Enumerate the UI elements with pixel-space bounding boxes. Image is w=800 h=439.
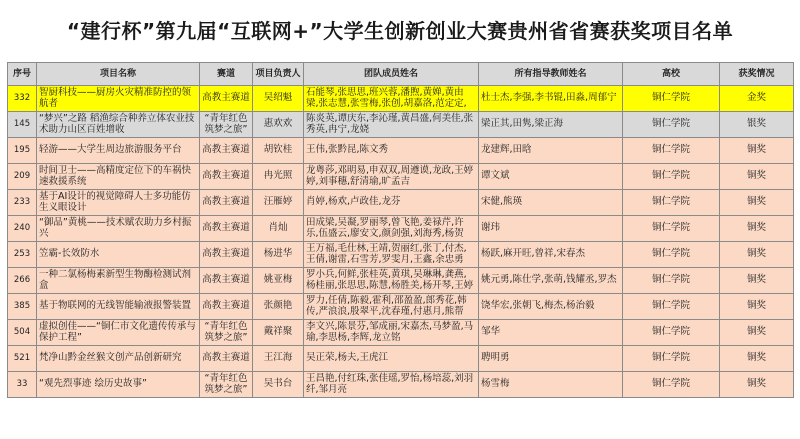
cell-members: 吴正荣,杨夫,王虎江 [304,346,479,372]
cell-school: 铜仁学院 [623,86,720,112]
header-leader: 项目负责人 [253,63,304,86]
cell-school: 铜仁学院 [623,190,720,216]
award-table [7,62,794,398]
header-no: 序号 [8,63,37,86]
cell-project-name: “御品”黄桃——技术赋农助力乡村振兴 [37,216,200,242]
cell-leader: 肖灿 [253,216,304,242]
table-row [8,242,794,268]
cell-teachers: 杜士杰,李强,李书锟,田淼,周郁宁 [479,86,623,112]
cell-project-name: 一种二氯杨梅素新型生物酶检测试剂盒 [37,268,200,294]
table-row [8,268,794,294]
cell-project-name: “观先烈事迹 绘历史故事” [37,372,200,398]
table-row [8,138,794,164]
cell-track: 高教主赛道 [200,190,253,216]
cell-no: 521 [8,346,37,372]
cell-award: 铜奖 [720,242,794,268]
cell-award: 铜奖 [720,294,794,320]
cell-members: 陈炎英,谭庆东,李沁瑾,黄昌盛,何美佳,张秀英,冉宁,龙娆 [304,112,479,138]
cell-leader: 胡钦桂 [253,138,304,164]
cell-award: 铜奖 [720,346,794,372]
cell-members: 王昌艳,付红珠,张佳瑶,罗怡,杨培蕊,刘羽纤,邹月亮 [304,372,479,398]
cell-school: 铜仁学院 [623,294,720,320]
cell-award: 铜奖 [720,268,794,294]
cell-school: 铜仁学院 [623,268,720,294]
cell-track: 高教主赛道 [200,216,253,242]
cell-award: 铜奖 [720,190,794,216]
cell-no: 195 [8,138,37,164]
cell-teachers: 杨雪梅 [479,372,623,398]
table-row [8,372,794,398]
cell-school: 铜仁学院 [623,346,720,372]
cell-award: 银奖 [720,112,794,138]
cell-project-name: 基于AI设计的视觉障碍人士多功能仿生义眼设计 [37,190,200,216]
cell-track: 高教主赛道 [200,164,253,190]
cell-project-name: 智厨科技——厨房火灾精准防控的领航者 [37,86,200,112]
table-header [8,63,794,86]
cell-project-name: 梵净山黔金丝猴文创产品创新研究 [37,346,200,372]
cell-school: 铜仁学院 [623,112,720,138]
cell-award: 铜奖 [720,320,794,346]
header-school: 高校 [623,63,720,86]
cell-leader: 冉光照 [253,164,304,190]
cell-project-name: 虚拟创佳——“铜仁市文化遗传传承与保护工程” [37,320,200,346]
cell-leader: 杨进华 [253,242,304,268]
cell-leader: 吴书台 [253,372,304,398]
cell-school: 铜仁学院 [623,138,720,164]
cell-teachers: 邹华 [479,320,623,346]
cell-teachers: 杨跃,麻开旺,曾祥,宋春杰 [479,242,623,268]
cell-award: 铜奖 [720,138,794,164]
cell-track: “青年红色筑梦之旅” [200,372,253,398]
cell-track: 高教主赛道 [200,242,253,268]
cell-members: 罗力,任倩,陈毅,霍利,邵盈盈,郎秀花,韩传,严浪浪,殷翠平,沈春瑾,付惠月,熊帮 [304,294,479,320]
cell-teachers: 龙建辉,田晗 [479,138,623,164]
cell-members: 王伟,张黔昆,陈文秀 [304,138,479,164]
cell-track: “青年红色筑梦之旅” [200,112,253,138]
cell-school: 铜仁学院 [623,320,720,346]
cell-no: 233 [8,190,37,216]
cell-members: 王万福,毛仕林,王靖,贺丽红,张丁,付杰,王倩,谢雷,石雪芳,罗雯月,王鑫,余忠勇 [304,242,479,268]
cell-school: 铜仁学院 [623,164,720,190]
cell-no: 209 [8,164,37,190]
cell-leader: 戴祥聚 [253,320,304,346]
cell-track: 高教主赛道 [200,346,253,372]
cell-members: 李文兴,陈景芬,邹成丽,宋嘉杰,马梦盈,马瑜,李思杨,李辉,龙立铭 [304,320,479,346]
cell-leader: 王江海 [253,346,304,372]
table-row [8,346,794,372]
cell-members: 罗小兵,何鲜,张桂英,黄琪,吴琳琳,龚燕,杨桂丽,张思思,陈慧,杨胜美,杨开琴,王婷 [304,268,479,294]
header-award: 获奖情况 [720,63,794,86]
table-row [8,190,794,216]
header-members: 团队成员姓名 [304,63,479,86]
table-row [8,320,794,346]
cell-project-name: 时间卫士——高精度定位下的车祸快速救援系统 [37,164,200,190]
cell-teachers: 宋健,熊瑛 [479,190,623,216]
header-track: 赛道 [200,63,253,86]
cell-project-name: “梦兴”之路 稻渔综合种养立体农业技术助力山区百姓增收 [37,112,200,138]
cell-leader: 惠欢欢 [253,112,304,138]
cell-award: 铜奖 [720,216,794,242]
cell-no: 385 [8,294,37,320]
cell-award: 铜奖 [720,164,794,190]
cell-teachers: 饶华宏,张朝飞,梅杰,杨治毅 [479,294,623,320]
cell-track: “青年红色筑梦之旅” [200,320,253,346]
table-row [8,294,794,320]
page-title: “建行杯”第九届“互联网+”大学生创新创业大赛贵州省省赛获奖项目名单 [66,18,734,43]
cell-project-name: 基于物联网的无线智能输液报警装置 [37,294,200,320]
cell-no: 33 [8,372,37,398]
cell-leader: 汪雁婷 [253,190,304,216]
cell-leader: 姚亚梅 [253,268,304,294]
cell-track: 高教主赛道 [200,294,253,320]
cell-no: 145 [8,112,37,138]
table-row [8,216,794,242]
cell-members: 田成梁,吴凝,罗丽琴,曾飞艳,姜禄芹,许乐,伍盛云,廖安文,颜剑强,刘海秀,杨贺 [304,216,479,242]
cell-teachers: 聘明勇 [479,346,623,372]
cell-members: 肖婷,杨欢,卢政佳,龙芬 [304,190,479,216]
cell-track: 高教主赛道 [200,86,253,112]
cell-no: 240 [8,216,37,242]
cell-school: 铜仁学院 [623,372,720,398]
cell-no: 332 [8,86,37,112]
header-teachers: 所有指导教师姓名 [479,63,623,86]
cell-award: 金奖 [720,86,794,112]
cell-project-name: 轻游——大学生周边旅游服务平台 [37,138,200,164]
table-row [8,86,794,112]
cell-members: 龙粤莎,邓明易,申双双,周遵谟,龙政,王婷婷,刘事穗,舒清瑜,旷孟吉 [304,164,479,190]
cell-no: 504 [8,320,37,346]
cell-teachers: 谢玮 [479,216,623,242]
cell-members: 石能琴,张思思,班兴蓉,潘煦,黄婵,黄由梁,张志慧,张雪梅,张创,胡嘉洛,范定定, [304,86,479,112]
cell-track: 高教主赛道 [200,268,253,294]
cell-project-name: 笠霸-长效防水 [37,242,200,268]
table-row [8,112,794,138]
cell-leader: 张颜艳 [253,294,304,320]
cell-teachers: 谭文斌 [479,164,623,190]
header-name: 项目名称 [37,63,200,86]
table-row [8,164,794,190]
cell-school: 铜仁学院 [623,216,720,242]
cell-track: 高教主赛道 [200,138,253,164]
cell-no: 253 [8,242,37,268]
cell-teachers: 姚元勇,陈仕学,张萌,钱耀丞,罗杰 [479,268,623,294]
cell-leader: 吴绍魁 [253,86,304,112]
cell-teachers: 梁正其,田隽,梁正海 [479,112,623,138]
cell-award: 铜奖 [720,372,794,398]
cell-school: 铜仁学院 [623,242,720,268]
cell-no: 266 [8,268,37,294]
